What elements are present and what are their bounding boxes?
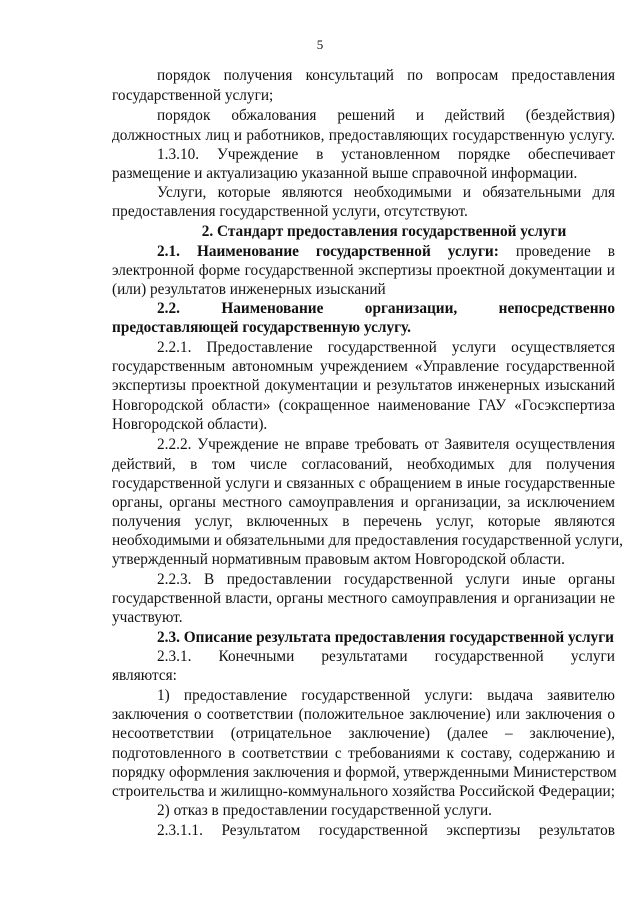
text-line: экспертизы проектной документации и результатов инженерных изысканий bbox=[112, 377, 615, 394]
text-line: утвержденный нормативным правовым актом Новгородской области. bbox=[112, 551, 565, 568]
text-line: Услуги, которые являются необходимыми и обязательными для bbox=[157, 184, 615, 201]
text-line: 1.3.10. Учреждение в установленном порядке обеспечивает bbox=[157, 146, 615, 163]
text-line: 2.2.3. В предоставлении государственной услуги иные органы bbox=[157, 571, 615, 588]
text-line: несоответствии (отрицательное заключение) (далее – заключение), bbox=[112, 725, 615, 742]
text-line: заключения о соответствии (положительное заключение) или заключения о bbox=[112, 706, 615, 723]
text-line: 2.3.1.1. Результатом государственной экспертизы результатов bbox=[157, 822, 615, 839]
text-line: участвуют. bbox=[112, 609, 183, 626]
text-line: (или) результатов инженерных изысканий bbox=[112, 281, 386, 298]
text-line: 2.3.1. Конечными результатами государственной услуги bbox=[157, 648, 615, 665]
text-line: размещение и актуализацию указанной выше справочной информации. bbox=[112, 165, 578, 182]
text-line: строительства и жилищно-коммунального хозяйства Российской Федерации; bbox=[112, 783, 615, 800]
text-line: необходимыми и обязательными для предоставления государственной услуги, bbox=[112, 532, 623, 549]
text-line: государственной власти, органы местного самоуправления и организации не bbox=[112, 590, 615, 607]
text-line: 2.1. Наименование государственной услуги: проведение в bbox=[157, 243, 616, 260]
text-line: порядку оформления заключения и формой, утвержденными Министерством bbox=[112, 764, 617, 781]
text-line: являются: bbox=[112, 667, 177, 684]
text-line: действий, в том числе согласований, необходимых для получения bbox=[112, 456, 615, 473]
text-line: 2) отказ в предоставлении государственной услуги. bbox=[157, 802, 492, 819]
text-line: порядок получения консультаций по вопросам предоставления bbox=[157, 67, 615, 84]
text-line: государственным автономным учреждением «Управление государственной bbox=[112, 358, 615, 375]
text-line: должностных лиц и работников, предоставляющих государственную услугу. bbox=[112, 127, 615, 144]
text-line: подготовленного в соответствии с требованиями к составу, содержанию и bbox=[112, 745, 615, 762]
text-line: получения услуг, включенных в перечень услуг, которые являются bbox=[112, 513, 615, 530]
text-line: электронной форме государственной экспертизы проектной документации и bbox=[112, 262, 615, 279]
subsection-title: 2.3. Описание результата предоставления государственной услуги bbox=[157, 629, 614, 646]
subsection-title: 2.1. Наименование государственной услуги: bbox=[157, 243, 499, 260]
text-line: 2.2.2. Учреждение не вправе требовать от Заявителя осуществления bbox=[157, 436, 615, 453]
text-line: органы, органы местного самоуправления и организации, за исключением bbox=[112, 494, 615, 511]
text-line: предоставления государственной услуги, отсутствуют. bbox=[112, 203, 468, 220]
text-line: Новгородской области). bbox=[112, 416, 268, 433]
subsection-title: 2.2. Наименование организации, непосредственно bbox=[157, 300, 615, 317]
text-line: 1) предоставление государственной услуги: выдача заявителю bbox=[157, 687, 615, 704]
text-line: государственной услуги и связанных с обращением в иные государственные bbox=[112, 475, 615, 492]
text-line: порядок обжалования решений и действий (бездействия) bbox=[157, 107, 615, 124]
section-heading: 2. Стандарт предоставления государственной услуги bbox=[201, 223, 567, 240]
text-line: Новгородской области» (сокращенное наименование ГАУ «Госэкспертиза bbox=[112, 397, 615, 414]
text-line: государственной услуги; bbox=[112, 87, 274, 104]
subsection-title: предоставляющей государственную услугу. bbox=[112, 319, 411, 336]
text-line: 2.2.1. Предоставление государственной услуги осуществляется bbox=[157, 339, 615, 356]
page-number: 5 bbox=[316, 37, 324, 52]
